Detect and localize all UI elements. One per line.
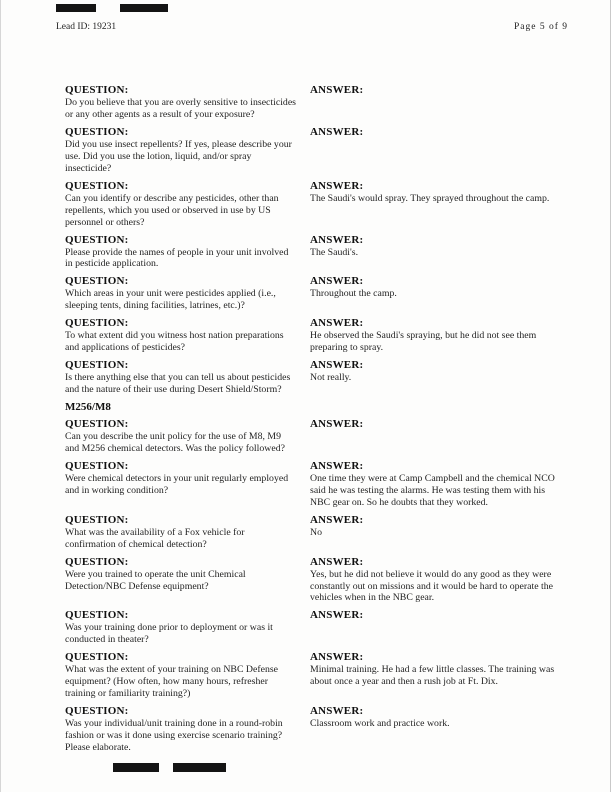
question-label: QUESTION: <box>65 125 129 138</box>
qa-content <box>65 84 567 759</box>
qa-row <box>65 317 567 354</box>
answer-text: The Saudi's would spray. They sprayed throughout the camp. <box>310 192 550 204</box>
qa-row <box>65 556 567 605</box>
answer-text: No <box>310 526 322 538</box>
answer-label: ANSWER: <box>310 275 364 288</box>
question-text: Did you use insect repellents? If yes, please describe your use. Did you use the lotion, liquid, and/or spray insecticide? <box>65 138 292 174</box>
answer-label: ANSWER: <box>310 459 364 472</box>
answer-label: ANSWER: <box>310 418 364 430</box>
redaction-bar <box>113 763 159 772</box>
question-text: Was your training done prior to deployment or was it conducted in theater? <box>65 622 273 646</box>
question-label: QUESTION: <box>65 513 129 526</box>
question-text: Can you describe the unit policy for the use of M8, M9 and M256 chemical detectors. Was the policy followed? <box>65 431 285 454</box>
qa-row <box>65 180 567 229</box>
answer-label: ANSWER: <box>310 233 364 246</box>
redaction-bar <box>173 763 226 772</box>
qa-row <box>65 359 567 396</box>
question-block <box>65 359 310 396</box>
answer-text: The Saudi's. <box>310 246 359 258</box>
answer-label: ANSWER: <box>310 555 364 568</box>
lead-id: Lead ID: 19231 <box>56 22 117 32</box>
question-label: QUESTION: <box>65 317 129 330</box>
answer-label: ANSWER: <box>310 705 364 718</box>
answer-label: ANSWER: <box>310 84 364 96</box>
question-block <box>65 418 310 455</box>
question-block <box>65 651 310 700</box>
question-text: Is there anything else that you can tell us about pesticides and the nature of their use during Desert Shield/Storm? <box>65 372 291 396</box>
answer-block <box>310 460 567 509</box>
answer-label: ANSWER: <box>310 513 364 526</box>
answer-block <box>310 180 567 205</box>
answer-label: ANSWER: <box>310 651 364 664</box>
question-block <box>65 317 310 354</box>
question-label: QUESTION: <box>65 705 129 718</box>
question-text: Can you identify or describe any pesticides, other than repellents, which you used or observed in use by US personnel or others? <box>65 192 279 228</box>
question-label: QUESTION: <box>65 275 129 288</box>
question-block <box>65 180 310 229</box>
page-number: Page 5 of 9 <box>513 22 568 32</box>
question-label: QUESTION: <box>65 609 129 622</box>
qa-row <box>65 84 567 121</box>
answer-text: Not really. <box>310 372 352 384</box>
answer-label: ANSWER: <box>310 609 364 622</box>
question-text: What was the extent of your training on NBC Defense equipment? (How often, how many hours, refresher training or familiarity training?) <box>65 664 279 700</box>
question-label: QUESTION: <box>65 179 129 192</box>
answer-block <box>310 418 567 431</box>
question-label: QUESTION: <box>65 555 129 568</box>
page-header <box>56 22 568 32</box>
answer-text: Yes, but he did not believe it would do any good as they were constantly out on missions and it would be hard to operate the vehicles when in the NBC gear. <box>310 568 553 604</box>
answer-block <box>310 234 567 259</box>
answer-block <box>310 556 567 605</box>
question-text: Were chemical detectors in your unit regularly employed and in working condition? <box>65 472 289 496</box>
redaction-bar <box>56 4 96 12</box>
question-text: What was the availability of a Fox vehicle for confirmation of chemical detection? <box>65 526 245 550</box>
answer-label: ANSWER: <box>310 359 364 372</box>
answer-block <box>310 275 567 300</box>
answer-label: ANSWER: <box>310 125 364 138</box>
qa-row <box>65 514 567 551</box>
question-block <box>65 609 310 646</box>
answer-block <box>310 609 567 622</box>
section-title: M256/M8 <box>65 401 111 413</box>
question-text: Were you trained to operate the unit Chemical Detection/NBC Defense equipment? <box>65 568 246 592</box>
question-label: QUESTION: <box>65 418 129 430</box>
answer-block <box>310 84 567 97</box>
answer-text: One time they were at Camp Campbell and the chemical NCO said he was testing the alarms. He was testing them with his NBC gear on. So he doubts that they worked. <box>310 472 555 508</box>
question-text: Which areas in your unit were pesticides applied (i.e., sleeping tents, dining facilities, latrines, etc.)? <box>65 288 276 312</box>
question-block <box>65 234 310 271</box>
question-text: To what extent did you witness host nation preparations and applications of pesticides? <box>65 330 284 354</box>
answer-block <box>310 126 567 139</box>
qa-row <box>65 460 567 509</box>
question-label: QUESTION: <box>65 459 129 472</box>
qa-row <box>65 705 567 754</box>
question-block <box>65 705 310 754</box>
question-label: QUESTION: <box>65 651 129 664</box>
answer-text: He observed the Saudi's spraying, but he did not see them preparing to spray. <box>310 330 537 354</box>
question-block <box>65 275 310 312</box>
answer-block <box>310 514 567 539</box>
qa-row <box>65 418 567 455</box>
question-block <box>65 126 310 175</box>
question-text: Do you believe that you are overly sensitive to insecticides or any other agents as a result of your exposure? <box>65 97 296 120</box>
answer-block <box>310 705 567 730</box>
question-label: QUESTION: <box>65 84 129 96</box>
answer-block <box>310 651 567 688</box>
qa-row <box>65 609 567 646</box>
answer-label: ANSWER: <box>310 317 364 330</box>
answer-label: ANSWER: <box>310 179 364 192</box>
answer-block <box>310 359 567 384</box>
qa-row <box>65 651 567 700</box>
question-text: Please provide the names of people in your unit involved in pesticide application. <box>65 246 289 270</box>
question-block <box>65 84 310 121</box>
question-label: QUESTION: <box>65 233 129 246</box>
qa-row <box>65 234 567 271</box>
answer-block <box>310 317 567 354</box>
qa-row <box>65 126 567 175</box>
answer-text: Throughout the camp. <box>310 288 397 300</box>
qa-row <box>65 275 567 312</box>
question-text: Was your individual/unit training done in a round-robin fashion or was it done using exercise scenario training? Please elaborate. <box>65 718 283 753</box>
question-block <box>65 460 310 497</box>
answer-text: Minimal training. He had a few little classes. The training was about once a year and then a rush job at Ft. Dix. <box>310 664 555 688</box>
question-label: QUESTION: <box>65 359 129 372</box>
question-block <box>65 556 310 593</box>
redaction-bar <box>120 4 168 12</box>
answer-text: Classroom work and practice work. <box>310 718 450 730</box>
question-block <box>65 514 310 551</box>
